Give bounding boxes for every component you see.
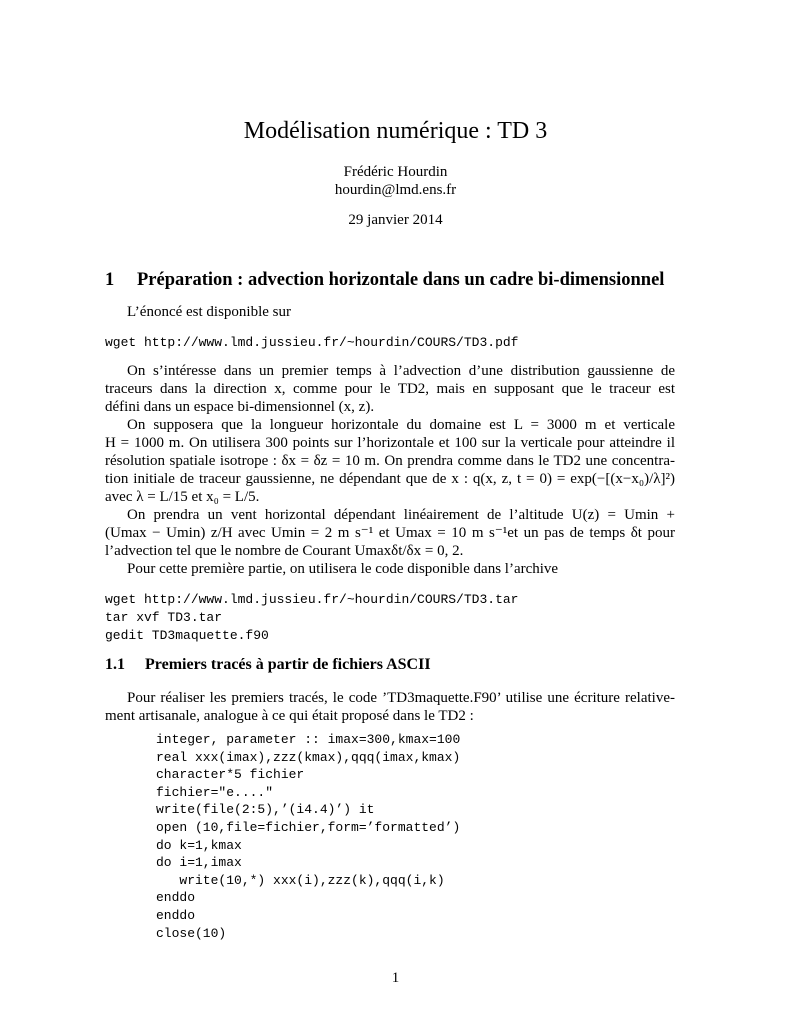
paragraph-line: On prendra un vent horizontal dépendant linéairement de l’altitude U(z) = Umin + [127, 507, 675, 523]
author-email: hourdin@lmd.ens.fr [334, 182, 457, 198]
intro-text: L’énoncé est disponible sur [127, 304, 291, 320]
section-heading [105, 268, 745, 292]
code-line: write(10,*) xxx(i),zzz(k),qqq(i,k) [156, 872, 445, 888]
paragraph-line: On supposera que la longueur horizontale du domaine est L = 3000 m et verticale [127, 417, 675, 433]
code-line: real xxx(imax),zzz(kmax),qqq(imax,kmax) [156, 749, 461, 765]
code-line: do i=1,imax [156, 855, 242, 871]
author-name: Frédéric Hourdin [343, 164, 448, 180]
paragraph-line: défini dans un espace bi-dimensionnel (x, z). [105, 399, 375, 415]
paragraph-line: résolution spatiale isotrope : δx = δz = 10 m. On prendra comme dans le TD2 une concentra- [105, 453, 675, 469]
paragraph-line: traceurs dans la direction x, comme pour le TD2, mais en supposant que le traceur est [105, 381, 675, 397]
code-line: open (10,file=fichier,form=’formatted’) [156, 820, 461, 835]
section-title: Préparation : advection horizontale dans un cadre bi-dimensionnel [137, 270, 665, 290]
paragraph-line: H = 1000 m. On utilisera 300 points sur l’horizontale et 100 sur la verticale pour atteindre il [105, 435, 675, 451]
command-line: gedit TD3maquette.f90 [105, 628, 269, 643]
section-number: 1 [105, 270, 115, 290]
command-line: wget http://www.lmd.jussieu.fr/~hourdin/COURS/TD3.tar [105, 592, 519, 607]
paragraph-line: (Umax − Umin) z/H avec Umin = 2 m s⁻¹ et Umax = 10 m s⁻¹et un pas de temps δt pour [105, 525, 675, 541]
paragraph-line: ment artisanale, analogue à ce qui était proposé dans le TD2 : [105, 708, 474, 724]
code-line: fichier="e...." [156, 784, 274, 800]
code-line: close(10) [156, 925, 227, 941]
subsection-heading [105, 655, 745, 675]
subsection-title: Premiers tracés à partir de fichiers ASCII [145, 656, 431, 673]
code-line: character*5 fichier [156, 767, 305, 783]
paragraph-line: Pour cette première partie, on utilisera le code disponible dans l’archive [127, 561, 559, 577]
code-line: enddo [156, 908, 196, 923]
paragraph-line: Pour réaliser les premiers tracés, le code ’TD3maquette.F90’ utilise une écriture relative- [127, 690, 675, 706]
subsection-number: 1.1 [105, 656, 125, 673]
paragraph-line: On s’intéresse dans un premier temps à l’advection d’une distribution gaussienne de [127, 363, 675, 379]
paragraph-line: avec λ = L/15 et x₀ = L/5. [105, 489, 260, 505]
document-date: 29 janvier 2014 [348, 212, 443, 228]
code-line: write(file(2:5),’(i4.4)’) it [156, 802, 375, 818]
code-line: enddo [156, 890, 196, 906]
code-line: integer, parameter :: imax=300,kmax=100 [156, 732, 461, 747]
paragraph-line: l’advection tel que le nombre de Courant Umaxδt/δx = 0, 2. [105, 543, 464, 559]
document-title: Modélisation numérique : TD 3 [243, 118, 548, 144]
pdf-url-command: wget http://www.lmd.jussieu.fr/~hourdin/COURS/TD3.pdf [105, 335, 519, 350]
code-line: do k=1,kmax [156, 837, 242, 853]
paragraph-line: tion initiale de traceur gaussienne, ne dépendant que de x : q(x, z, t = 0) = exp(−[(x−x₀)/λ]²) [105, 471, 675, 487]
command-line: tar xvf TD3.tar [105, 610, 223, 625]
page-number: 1 [391, 970, 400, 986]
